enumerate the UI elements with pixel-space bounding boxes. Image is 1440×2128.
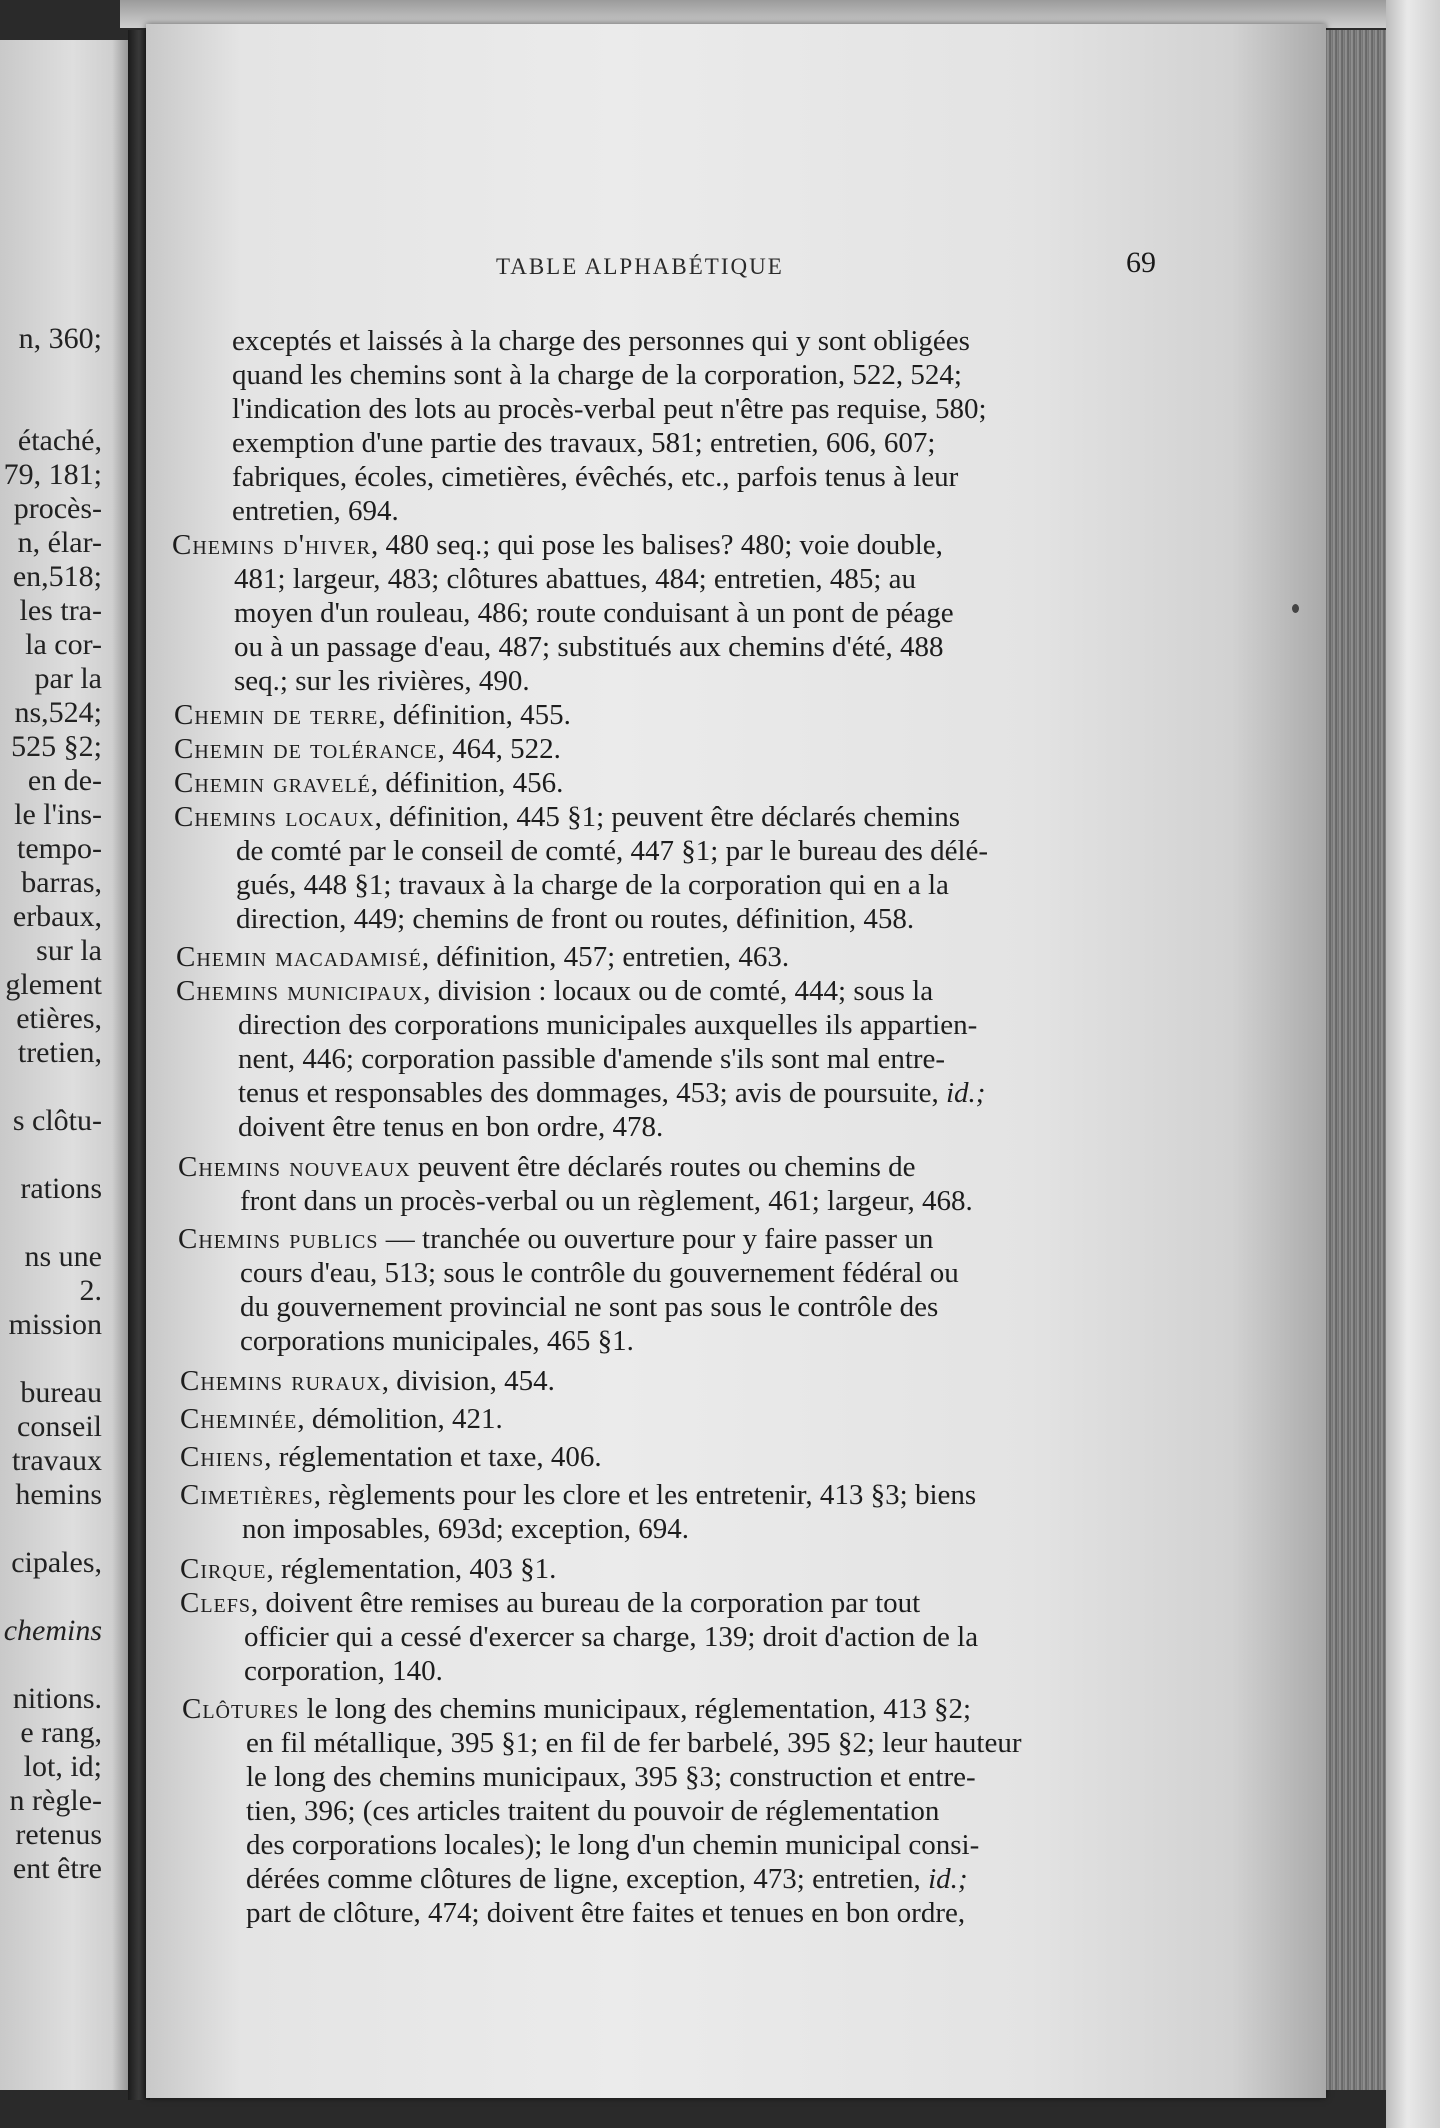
previous-page-line: mission [8, 1308, 102, 1341]
previous-page-line: e rang, [20, 1716, 102, 1749]
index-heading: Clôtures [182, 1693, 300, 1725]
previous-page-line: nitions. [12, 1682, 102, 1715]
index-text-run: des corporations locales); le long d'un chemin municipal consi- [246, 1829, 980, 1861]
index-line [232, 426, 935, 460]
previous-page-line: étaché, [17, 424, 102, 457]
previous-page-line: rations [20, 1172, 102, 1205]
index-text-run: , division : locaux ou de comté, 444; sous la [423, 975, 934, 1007]
index-text-run: part de clôture, 474; doivent être faites et tenues en bon ordre, [246, 1897, 966, 1929]
index-line [240, 1184, 973, 1218]
previous-page-line: par la [34, 662, 102, 695]
index-text-run: cours d'eau, 513; sous le contrôle du gouvernement fédéral ou [240, 1257, 959, 1289]
index-text-run: nent, 446; corporation passible d'amende s'ils sont mal entre- [238, 1043, 946, 1075]
index-text-run: tien, 396; (ces articles traitent du pouvoir de réglementation [246, 1795, 940, 1827]
previous-page-line: cipales, [11, 1546, 102, 1579]
index-text-run: quand les chemins sont à la charge de la corporation, 522, 524; [232, 359, 962, 391]
previous-page-line: la cor- [25, 628, 102, 661]
index-heading: Chemins locaux [174, 801, 375, 833]
index-line [238, 1042, 945, 1076]
index-line [232, 358, 962, 392]
index-line [176, 974, 933, 1008]
index-heading: Chemin gravelé [174, 767, 371, 799]
index-line [174, 800, 960, 834]
index-line [234, 596, 954, 630]
index-heading: Clefs [180, 1587, 252, 1619]
index-text-run: , règlements pour les clore et les entretenir, 413 §3; biens [313, 1479, 977, 1511]
previous-page-line: conseil [17, 1410, 102, 1443]
index-line [180, 1552, 556, 1586]
running-title: TABLE ALPHABÉTIQUE [496, 254, 784, 279]
index-line [232, 494, 399, 528]
index-line [240, 1324, 634, 1358]
index-line [246, 1794, 939, 1828]
index-text-run: en fil métallique, 395 §1; en fil de fer barbelé, 395 §2; leur hauteur [246, 1727, 1022, 1759]
index-line [232, 460, 958, 494]
ink-spot [1292, 604, 1299, 613]
index-line [174, 698, 571, 732]
index-text-run: direction des corporations municipales auxquelles ils appartien- [238, 1009, 978, 1041]
page-edges [1326, 30, 1386, 2090]
index-line [174, 766, 563, 800]
index-line [244, 1620, 978, 1654]
page-number: 69 [1126, 246, 1156, 279]
previous-page-line: en,518; [12, 560, 102, 593]
index-text-run: 481; largeur, 483; clôtures abattues, 484; entretien, 485; au [234, 563, 917, 595]
index-heading: Cimetières [180, 1479, 314, 1511]
index-line [246, 1896, 965, 1930]
index-text-run: non imposables, 693d; exception, 694. [242, 1513, 690, 1545]
previous-page-line: 525 §2; [11, 730, 102, 763]
index-text-run: du gouvernement provincial ne sont pas sous le contrôle des [240, 1291, 939, 1323]
previous-page-line: lot, id; [23, 1750, 102, 1783]
italic-ref: id.; [928, 1863, 968, 1895]
page-header [146, 246, 1326, 286]
index-line [232, 324, 970, 358]
index-text-run: seq.; sur les rivières, 490. [234, 665, 530, 697]
index-text-run: le long des chemins municipaux, réglementation, 413 §2; [299, 1693, 972, 1725]
previous-page-line: tretien, [17, 1036, 102, 1069]
index-text-run: moyen d'un rouleau, 486; route conduisant à un pont de péage [234, 597, 954, 629]
index-line [238, 1076, 985, 1110]
previous-page-line: le l'ins- [14, 798, 102, 831]
index-line [182, 1692, 971, 1726]
index-text-run: , 464, 522. [437, 733, 561, 765]
previous-page-line: s clôtu- [12, 1104, 102, 1137]
index-line [180, 1586, 920, 1620]
index-line [234, 630, 944, 664]
index-text-run: , doivent être remises au bureau de la corporation par tout [251, 1587, 921, 1619]
index-text-run: exemption d'une partie des travaux, 581; entretien, 606, 607; [232, 427, 936, 459]
previous-page-line: tempo- [17, 832, 102, 865]
index-line [240, 1290, 938, 1324]
index-heading: Chemins d'hiver [172, 529, 372, 561]
index-text-run: , réglementation et taxe, 406. [264, 1441, 602, 1473]
index-text-run: gués, 448 §1; travaux à la charge de la corporation qui en a la [236, 869, 949, 901]
previous-page-line: sur la [36, 934, 102, 967]
index-text-run: , division, 454. [381, 1365, 555, 1397]
index-heading: Chiens [180, 1441, 265, 1473]
book-page [146, 24, 1326, 2098]
index-text-run: ou à un passage d'eau, 487; substitués aux chemins d'été, 488 [234, 631, 944, 663]
italic-ref: id.; [945, 1077, 986, 1109]
previous-page-line: retenus [15, 1818, 102, 1851]
index-text-run: de comté par le conseil de comté, 447 §1; par le bureau des délé- [236, 835, 989, 867]
index-text-run: corporations municipales, 465 §1. [240, 1325, 634, 1357]
index-line [236, 902, 914, 936]
book-cover-edge [1386, 0, 1440, 2128]
previous-page-line: procès- [13, 492, 102, 525]
index-heading: Cirque [180, 1553, 267, 1585]
index-text-run: officier qui a cessé d'exercer sa charge, 139; droit d'action de la [244, 1621, 979, 1653]
index-text-run: direction, 449; chemins de front ou routes, définition, 458. [236, 903, 915, 935]
index-line [172, 528, 943, 562]
index-text-run: tenus et responsables des dommages, 453; avis de poursuite, [238, 1077, 946, 1109]
index-heading: Chemin de terre [174, 699, 379, 731]
index-text-run: exceptés et laissés à la charge des personnes qui y sont obligées [232, 325, 970, 357]
index-text-run: peuvent être déclarés routes ou chemins de [410, 1151, 916, 1183]
index-line [246, 1862, 968, 1896]
index-line [180, 1364, 555, 1398]
index-text-run: , définition, 457; entretien, 463. [421, 941, 790, 973]
index-line [236, 834, 988, 868]
index-heading: Chemin de tolérance [174, 733, 438, 765]
previous-page-line: ent être [12, 1852, 102, 1885]
index-text-run: doivent être tenus en bon ordre, 478. [238, 1111, 664, 1143]
index-heading: Chemins nouveaux [178, 1151, 411, 1183]
previous-page-line: erbaux, [12, 900, 102, 933]
index-text-run: entretien, 694. [232, 495, 399, 527]
index-line [234, 562, 916, 596]
index-text-run: le long des chemins municipaux, 395 §3; construction et entre- [246, 1761, 976, 1793]
index-heading: Chemins municipaux [176, 975, 424, 1007]
index-line [246, 1828, 979, 1862]
index-line [232, 392, 987, 426]
previous-page-line: barras, [21, 866, 102, 899]
index-text-run: l'indication des lots au procès-verbal peut n'être pas requise, 580; [232, 393, 987, 425]
previous-page-line: n règle- [9, 1784, 102, 1817]
index-text-run: corporation, 140. [244, 1655, 443, 1687]
index-line [238, 1008, 977, 1042]
index-heading: Cheminée [180, 1403, 298, 1435]
index-text-run: , réglementation, 403 §1. [266, 1553, 557, 1585]
index-text-run: dérées comme clôtures de ligne, exception, 473; entretien, [246, 1863, 929, 1895]
previous-page-line: glement [5, 968, 102, 1001]
previous-page-line: ns une [24, 1240, 102, 1273]
previous-page-line: en de- [27, 764, 102, 797]
index-text-run: , 480 seq.; qui pose les balises? 480; voie double, [371, 529, 943, 561]
index-line [236, 868, 949, 902]
previous-page-line: n, 360; [18, 322, 102, 355]
previous-page-line: travaux [12, 1444, 102, 1477]
previous-page-line: 2. [79, 1274, 102, 1307]
index-line [244, 1654, 443, 1688]
previous-page-line: etières, [16, 1002, 102, 1035]
index-line [174, 732, 561, 766]
previous-page-line: bureau [20, 1376, 102, 1409]
index-line [238, 1110, 663, 1144]
index-line [176, 940, 789, 974]
index-line [178, 1222, 933, 1256]
previous-page-line: chemins [3, 1614, 102, 1647]
previous-page-line: 79, 181; [3, 458, 102, 491]
index-text-run: fabriques, écoles, cimetières, évêchés, etc., parfois tenus à leur [232, 461, 959, 493]
index-line [234, 664, 530, 698]
index-line [180, 1478, 976, 1512]
index-heading: Chemins publics [178, 1223, 379, 1255]
index-text-run: , démolition, 421. [297, 1403, 503, 1435]
index-text-run: , définition, 456. [370, 767, 564, 799]
previous-page-line: hemins [15, 1478, 102, 1511]
previous-page-line: les tra- [19, 594, 102, 627]
index-line [242, 1512, 689, 1546]
index-line [180, 1402, 503, 1436]
index-text-run: , définition, 455. [378, 699, 571, 731]
index-heading: Chemins ruraux [180, 1365, 382, 1397]
previous-page-line: n, élar- [17, 526, 102, 559]
index-line [178, 1150, 915, 1184]
index-text-run: , définition, 445 §1; peuvent être déclarés chemins [374, 801, 961, 833]
index-line [180, 1440, 602, 1474]
index-line [240, 1256, 959, 1290]
previous-page-line: ns,524; [14, 696, 102, 729]
index-line [246, 1760, 976, 1794]
index-line [246, 1726, 1021, 1760]
index-text-run: — tranchée ou ouverture pour y faire passer un [378, 1223, 934, 1255]
index-text-run: front dans un procès-verbal ou un règlement, 461; largeur, 468. [240, 1185, 973, 1217]
index-heading: Chemin macadamisé [176, 941, 422, 973]
previous-page-fragment [0, 40, 132, 2090]
